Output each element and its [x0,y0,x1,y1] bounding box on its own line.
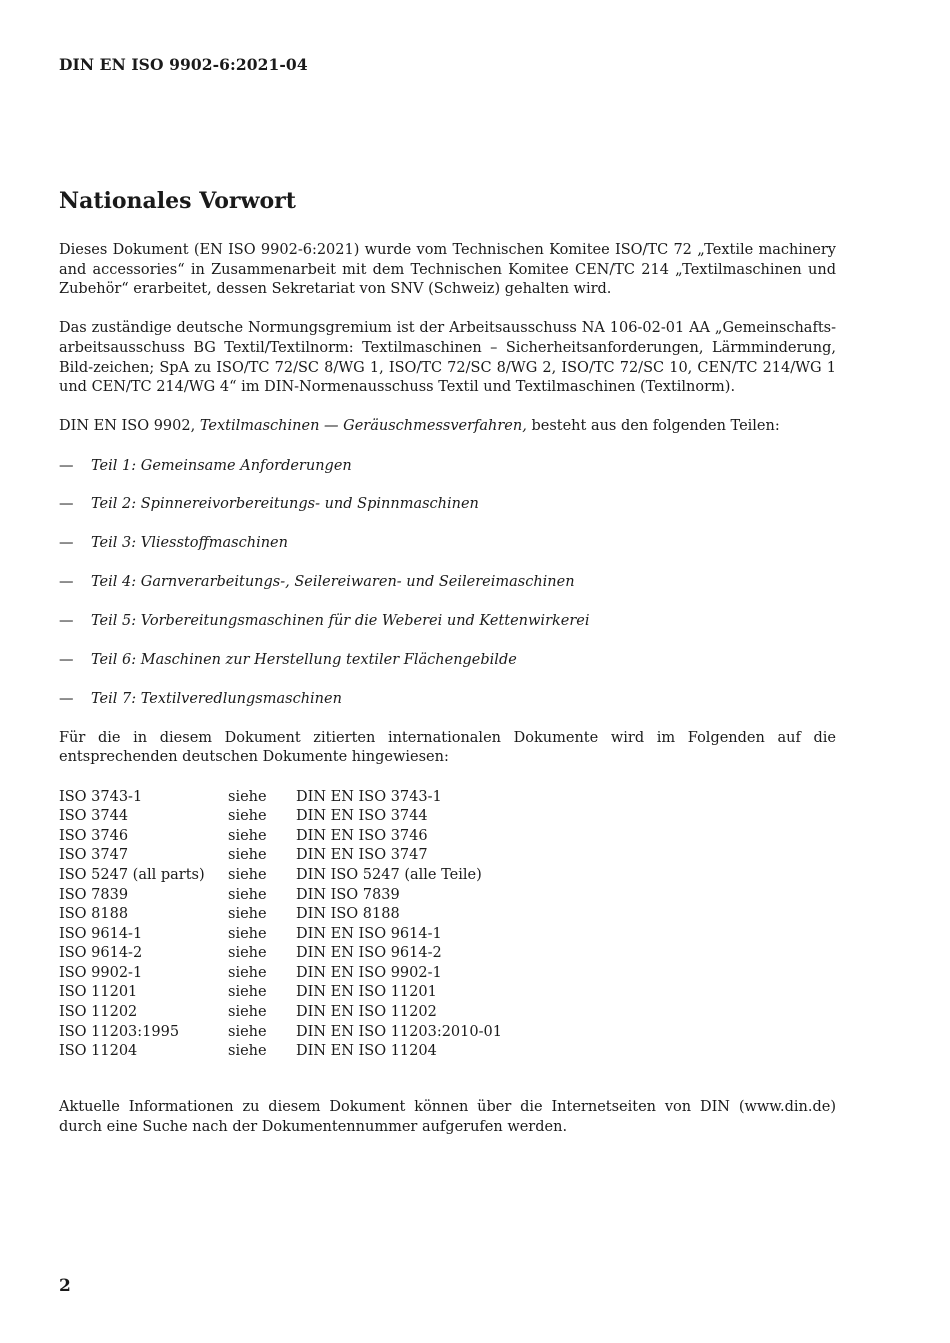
list-dash: — [59,535,74,552]
iso-reference: ISO 11204 [59,1043,138,1060]
din-reference: DIN EN ISO 11204 [296,1043,437,1060]
part-title: Teil 4: Garnverarbeitungs-, Seilereiwaren- und Seilereimaschinen [91,574,575,591]
see-label: siehe [228,1043,267,1060]
din-reference: DIN EN ISO 3747 [296,847,428,864]
iso-reference: ISO 11203:1995 [59,1023,180,1040]
paragraph-standards-body: Das zuständige deutsche Normungsgremium ist der Arbeitsausschuss NA 106-02-01 AA „Gemeinschafts-arbeitsausschuss BG Textil/Textilnorm: Textilmaschinen – Sicherheitsanforderungen, Lärmminderung, Bild-zeichen; SpA zu ISO/TC 72/SC 8/WG 1, ISO/TC 72/SC 8/WG 2, ISO/TC 72/SC 10, CEN/TC 214/WG 1 und CEN/TC 214/WG 4“ im DIN-Normenausschuss Textil und Textilmaschinen (Textilnorm). [59,320,836,396]
see-label: siehe [228,945,267,962]
din-reference: DIN EN ISO 3746 [296,827,428,844]
see-label: siehe [228,1004,267,1021]
list-dash: — [59,690,74,707]
din-reference: DIN ISO 8188 [296,906,400,923]
part-title: Teil 7: Textilveredlungsmaschinen [91,690,342,707]
din-reference: DIN EN ISO 9614-2 [296,945,442,962]
part-title: Teil 5: Vorbereitungsmaschinen für die Weberei und Kettenwirkerei [91,613,590,630]
table-row [59,866,502,886]
table-row [59,827,502,847]
iso-reference: ISO 5247 (all parts) [59,866,205,883]
din-reference: DIN EN ISO 3743-1 [296,788,442,805]
table-row [59,944,502,964]
list-item [59,573,836,593]
table-row [59,1003,502,1023]
iso-reference: ISO 11202 [59,1004,138,1021]
iso-reference: ISO 3744 [59,808,129,825]
iso-reference: ISO 3743-1 [59,788,143,805]
paragraph-online-info: Aktuelle Informationen zu diesem Dokument können über die Internetseiten von DIN (www.din.de) durch eine Suche nach der Dokumentennummer aufgerufen werden. [59,1099,836,1135]
see-label: siehe [228,788,267,805]
table-row [59,807,502,827]
foreword-content [59,241,836,1062]
list-item [59,651,836,671]
list-dash: — [59,574,74,591]
see-label: siehe [228,847,267,864]
table-row [59,788,502,808]
parts-list [59,457,836,710]
din-reference: DIN ISO 5247 (alle Teile) [296,866,482,883]
document-page [59,0,836,1343]
iso-reference: ISO 3747 [59,847,129,864]
see-label: siehe [228,984,267,1001]
din-reference: DIN EN ISO 11201 [296,984,437,1001]
iso-reference: ISO 11201 [59,984,138,1001]
paragraph-parts-intro [59,417,836,437]
table-row [59,886,502,906]
iso-reference: ISO 9902-1 [59,964,143,981]
din-reference: DIN EN ISO 9614-1 [296,925,442,942]
din-reference: DIN EN ISO 3744 [296,808,428,825]
part-title: Teil 6: Maschinen zur Herstellung textiler Flächengebilde [91,651,517,668]
reference-table [59,788,502,1062]
see-label: siehe [228,827,267,844]
parts-intro-series-title: Textilmaschinen — Geräuschmessverfahren, [199,418,527,435]
table-row [59,905,502,925]
table-row [59,1042,502,1062]
part-title: Teil 3: Vliesstoffmaschinen [91,535,288,552]
iso-reference: ISO 3746 [59,827,129,844]
iso-reference: ISO 9614-2 [59,945,143,962]
see-label: siehe [228,1023,267,1040]
din-reference: DIN EN ISO 11203:2010-01 [296,1023,502,1040]
see-label: siehe [228,925,267,942]
iso-reference: ISO 8188 [59,906,129,923]
section-title: Nationales Vorwort [59,188,296,214]
din-reference: DIN EN ISO 9902-1 [296,964,442,981]
see-label: siehe [228,808,267,825]
iso-reference: ISO 7839 [59,886,129,903]
list-item [59,534,836,554]
list-item [59,612,836,632]
page-number: 2 [59,1276,71,1296]
list-dash: — [59,457,74,474]
paragraph-references-intro: Für die in diesem Dokument zitierten internationalen Dokumente wird im Folgenden auf die entsprechenden deutschen Dokumente hingewiesen: [59,729,836,766]
table-row [59,964,502,984]
part-title: Teil 1: Gemeinsame Anforderungen [91,457,352,474]
document-id-header: DIN EN ISO 9902-6:2021-04 [59,55,308,74]
iso-reference: ISO 9614-1 [59,925,143,942]
see-label: siehe [228,964,267,981]
see-label: siehe [228,906,267,923]
list-item [59,495,836,515]
table-row [59,1023,502,1043]
list-item [59,690,836,710]
list-item [59,457,836,477]
parts-intro-suffix: besteht aus den folgenden Teilen: [526,418,780,435]
part-title: Teil 2: Spinnereivorbereitungs- und Spinnmaschinen [91,496,479,513]
parts-intro-prefix: DIN EN ISO 9902, [59,418,200,435]
table-row [59,983,502,1003]
table-row [59,925,502,945]
see-label: siehe [228,886,267,903]
table-row [59,846,502,866]
list-dash: — [59,613,74,630]
list-dash: — [59,496,74,513]
din-reference: DIN EN ISO 11202 [296,1004,437,1021]
see-label: siehe [228,866,267,883]
list-dash: — [59,651,74,668]
paragraph-committee: Dieses Dokument (EN ISO 9902-6:2021) wurde vom Technischen Komitee ISO/TC 72 „Textile machinery and accessories“ in Zusammenarbeit mit dem Technischen Komitee CEN/TC 214 „Textilmaschinen und Zubehör“ erarbeitet, dessen Sekretariat von SNV (Schweiz) gehalten wird. [59,242,836,298]
din-reference: DIN ISO 7839 [296,886,400,903]
